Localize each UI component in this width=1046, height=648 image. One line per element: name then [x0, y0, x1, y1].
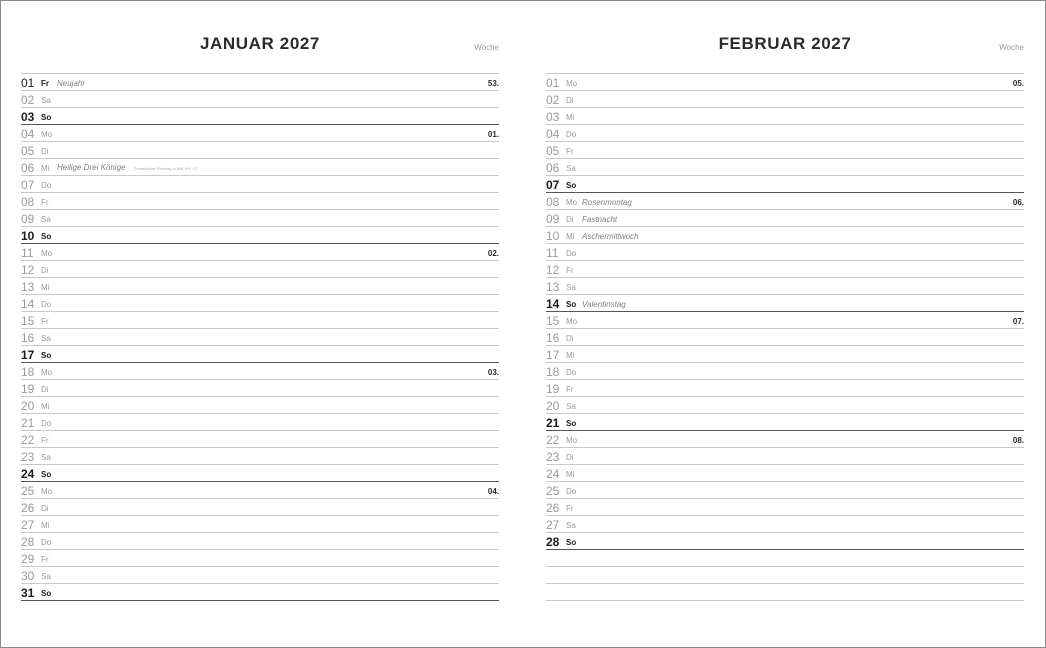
day-number: 02 [21, 93, 35, 107]
day-row [21, 397, 499, 414]
event-label: Neujahr [57, 79, 86, 88]
weekday-abbr: Fr [41, 436, 49, 445]
weekday-abbr: Di [41, 147, 49, 156]
day-number: 18 [546, 365, 560, 379]
day-number: 22 [21, 433, 35, 447]
day-row [546, 499, 1024, 516]
day-number: 23 [21, 450, 35, 464]
day-row [546, 244, 1024, 261]
day-number: 26 [546, 501, 560, 515]
day-row [546, 465, 1024, 482]
day-row [546, 91, 1024, 108]
month-february [546, 1, 1024, 601]
weekday-abbr: Mi [41, 283, 50, 292]
weekday-abbr: Do [41, 538, 52, 547]
blank-row [546, 567, 1024, 584]
day-event [57, 79, 85, 89]
weekday-abbr: Sa [566, 402, 576, 411]
weekday-abbr: Di [566, 96, 574, 105]
day-row [546, 431, 1024, 448]
week-column-label: Woche [999, 43, 1024, 52]
day-row [21, 414, 499, 431]
weekday-abbr: Do [41, 181, 52, 190]
month-header [21, 1, 499, 73]
week-number: 07. [1012, 317, 1024, 326]
week-number: 01. [487, 130, 499, 139]
day-number: 10 [21, 229, 35, 243]
day-row [21, 74, 499, 91]
day-row [21, 380, 499, 397]
day-number: 12 [21, 263, 35, 277]
blank-row [546, 550, 1024, 567]
day-number: 08 [21, 195, 35, 209]
day-rows [21, 73, 499, 601]
day-number: 09 [546, 212, 560, 226]
weekday-abbr: So [566, 181, 577, 190]
weekday-abbr: Sa [566, 521, 576, 530]
weekday-abbr: Fr [41, 317, 49, 326]
day-row [21, 142, 499, 159]
day-row [546, 227, 1024, 244]
day-number: 20 [21, 399, 35, 413]
day-number: 10 [546, 229, 560, 243]
day-row [546, 159, 1024, 176]
day-number: 04 [546, 127, 560, 141]
event-label: Aschermittwoch [582, 232, 639, 241]
day-row [21, 431, 499, 448]
day-number: 15 [21, 314, 35, 328]
weekday-abbr: Mo [566, 79, 578, 88]
weekday-abbr: Mo [41, 130, 53, 139]
weekday-abbr: Do [566, 130, 577, 139]
weekday-abbr: Mi [566, 113, 575, 122]
day-row [21, 516, 499, 533]
day-number: 20 [546, 399, 560, 413]
day-row [546, 380, 1024, 397]
day-number: 25 [546, 484, 560, 498]
day-number: 27 [546, 518, 560, 532]
weekday-abbr: Do [41, 419, 52, 428]
weekday-abbr: Mi [566, 470, 575, 479]
day-number: 11 [21, 246, 34, 260]
day-number: 01 [546, 76, 560, 90]
day-number: 01 [21, 76, 35, 90]
day-row [21, 482, 499, 499]
day-row [546, 142, 1024, 159]
weekday-abbr: Di [566, 334, 574, 343]
day-row [21, 550, 499, 567]
day-row [546, 533, 1024, 550]
day-number: 27 [21, 518, 35, 532]
event-label: Valentinstag [582, 300, 626, 309]
day-number: 05 [546, 144, 560, 158]
weekday-abbr: Do [566, 368, 577, 377]
day-row [21, 363, 499, 380]
day-row [21, 329, 499, 346]
day-row [546, 329, 1024, 346]
day-number: 07 [546, 178, 560, 192]
day-row [546, 74, 1024, 91]
day-row [21, 125, 499, 142]
day-row [546, 312, 1024, 329]
week-number: 06. [1012, 198, 1024, 207]
day-row [546, 363, 1024, 380]
weekday-abbr: Di [41, 266, 49, 275]
weekday-abbr: Mo [41, 368, 53, 377]
day-number: 16 [546, 331, 560, 345]
weekday-abbr: Mi [41, 164, 50, 173]
weekday-abbr: Mi [41, 402, 50, 411]
day-row [21, 91, 499, 108]
weekday-abbr: Sa [41, 334, 51, 343]
week-number: 53. [487, 79, 499, 88]
day-number: 21 [21, 416, 35, 430]
weekday-abbr: Sa [41, 215, 51, 224]
day-rows [546, 73, 1024, 601]
day-row [546, 278, 1024, 295]
month-january [21, 1, 499, 601]
day-row [546, 176, 1024, 193]
month-header [546, 1, 1024, 73]
weekday-abbr: Fr [566, 266, 574, 275]
day-number: 21 [546, 416, 560, 430]
day-row [21, 312, 499, 329]
day-row [21, 584, 499, 601]
event-label: Rosenmontag [582, 198, 632, 207]
day-row [21, 346, 499, 363]
day-event [582, 232, 638, 242]
day-row [546, 516, 1024, 533]
day-event [582, 300, 626, 310]
week-column-label: Woche [474, 43, 499, 52]
day-number: 05 [21, 144, 35, 158]
day-row [21, 278, 499, 295]
day-number: 18 [21, 365, 35, 379]
day-number: 06 [21, 161, 35, 175]
weekday-abbr: Mo [566, 198, 578, 207]
day-row [21, 448, 499, 465]
weekday-abbr: Do [41, 300, 52, 309]
day-number: 11 [546, 246, 559, 260]
weekday-abbr: Fr [566, 385, 574, 394]
day-number: 06 [546, 161, 560, 175]
day-row [21, 465, 499, 482]
day-number: 22 [546, 433, 560, 447]
day-number: 13 [546, 280, 560, 294]
day-number: 07 [21, 178, 35, 192]
weekday-abbr: Mi [566, 351, 575, 360]
weekday-abbr: So [566, 419, 577, 428]
day-number: 29 [21, 552, 35, 566]
weekday-abbr: Fr [566, 147, 574, 156]
weekday-abbr: Do [566, 487, 577, 496]
weekday-abbr: Di [566, 215, 574, 224]
day-row [21, 567, 499, 584]
weekday-abbr: So [41, 351, 52, 360]
weekday-abbr: Mo [566, 317, 578, 326]
day-number: 26 [21, 501, 35, 515]
day-number: 14 [546, 297, 560, 311]
blank-row [546, 584, 1024, 601]
week-number: 08. [1012, 436, 1024, 445]
day-number: 17 [21, 348, 35, 362]
day-row [21, 159, 499, 176]
weekday-abbr: So [41, 589, 52, 598]
weekday-abbr: Mo [566, 436, 578, 445]
day-row [546, 125, 1024, 142]
day-number: 16 [21, 331, 35, 345]
day-row [546, 108, 1024, 125]
day-row [21, 295, 499, 312]
day-number: 25 [21, 484, 35, 498]
day-number: 28 [546, 535, 560, 549]
day-row [21, 108, 499, 125]
weekday-abbr: Di [41, 504, 49, 513]
day-number: 03 [21, 110, 35, 124]
weekday-abbr: Mo [41, 249, 53, 258]
day-number: 31 [21, 586, 35, 600]
day-row [546, 346, 1024, 363]
day-number: 12 [546, 263, 560, 277]
weekday-abbr: Mi [566, 232, 575, 241]
weekday-abbr: Sa [41, 96, 51, 105]
weekday-abbr: Sa [566, 283, 576, 292]
day-row [546, 482, 1024, 499]
event-label: Fastnacht [582, 215, 618, 224]
weekday-abbr: Sa [41, 453, 51, 462]
day-row [21, 533, 499, 550]
day-row [546, 193, 1024, 210]
week-number: 02. [487, 249, 499, 258]
day-number: 04 [21, 127, 35, 141]
day-row [21, 261, 499, 278]
weekday-abbr: Sa [566, 164, 576, 173]
day-row [546, 448, 1024, 465]
weekday-abbr: Di [41, 385, 49, 394]
day-row [546, 295, 1024, 312]
day-row [546, 397, 1024, 414]
weekday-abbr: Fr [41, 198, 49, 207]
weekday-abbr: So [566, 300, 577, 309]
weekday-abbr: Di [566, 453, 574, 462]
weekday-abbr: Do [566, 249, 577, 258]
day-row [21, 227, 499, 244]
week-number: 03. [487, 368, 499, 377]
day-number: 24 [546, 467, 560, 481]
day-row [21, 176, 499, 193]
day-number: 08 [546, 195, 560, 209]
day-row [546, 414, 1024, 431]
day-number: 19 [21, 382, 35, 396]
weekday-abbr: So [566, 538, 577, 547]
event-label: Heilige Drei Könige [57, 163, 126, 172]
day-number: 02 [546, 93, 560, 107]
month-title: FEBRUAR 2027 [718, 34, 852, 53]
day-event [57, 163, 197, 174]
weekday-abbr: So [41, 470, 52, 479]
day-number: 19 [546, 382, 560, 396]
day-number: 14 [21, 297, 35, 311]
day-number: 09 [21, 212, 35, 226]
day-row [546, 261, 1024, 278]
day-number: 28 [21, 535, 35, 549]
day-row [21, 210, 499, 227]
day-row [21, 244, 499, 261]
event-note: Gesetzlicher Feiertag in BW, BY, ST [133, 166, 198, 171]
weekday-abbr: Mo [41, 487, 53, 496]
weekday-abbr: So [41, 232, 52, 241]
weekday-abbr: Mi [41, 521, 50, 530]
day-number: 30 [21, 569, 35, 583]
weekday-abbr: So [41, 113, 52, 122]
day-event [582, 198, 632, 208]
day-row [21, 499, 499, 516]
day-number: 23 [546, 450, 560, 464]
week-number: 04. [487, 487, 499, 496]
month-title: JANUAR 2027 [200, 34, 320, 53]
weekday-abbr: Fr [566, 504, 574, 513]
day-row [21, 193, 499, 210]
day-number: 17 [546, 348, 560, 362]
weekday-abbr: Fr [41, 79, 49, 88]
day-row [546, 210, 1024, 227]
week-number: 05. [1012, 79, 1024, 88]
day-number: 03 [546, 110, 560, 124]
day-event [582, 215, 617, 225]
day-number: 24 [21, 467, 35, 481]
day-number: 13 [21, 280, 35, 294]
weekday-abbr: Fr [41, 555, 49, 564]
day-number: 15 [546, 314, 560, 328]
weekday-abbr: Sa [41, 572, 51, 581]
